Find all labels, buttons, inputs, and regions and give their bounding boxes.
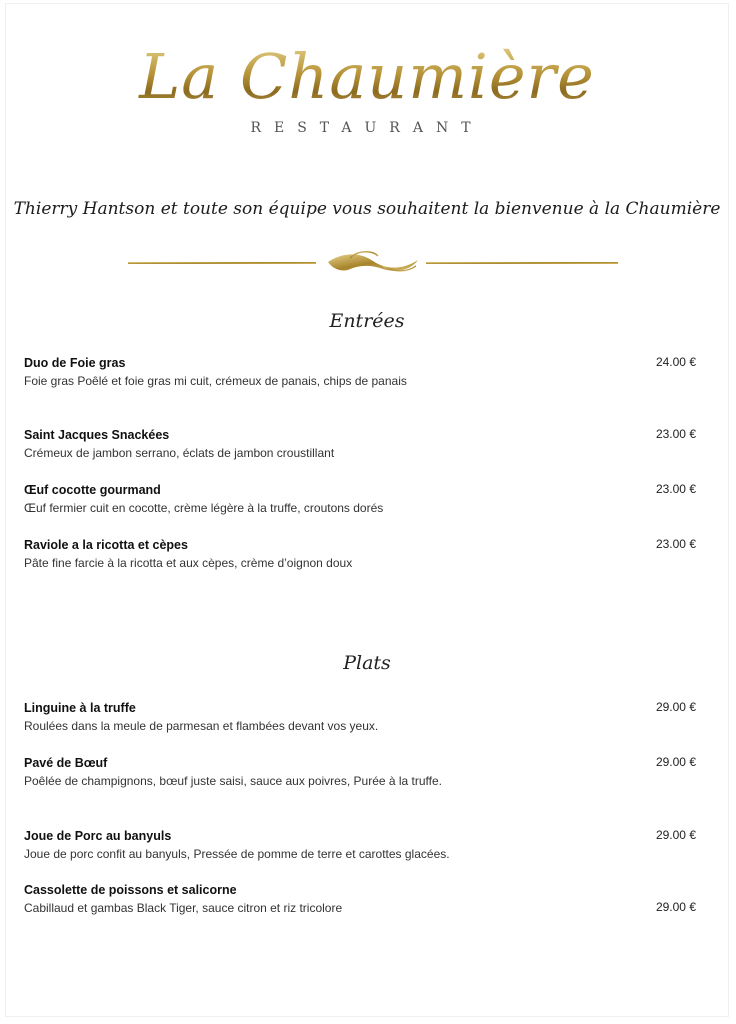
menu-item (24, 536, 696, 572)
item-price: 23.00 € (655, 482, 696, 496)
item-description: Pâte fine farcie à la ricotta et aux cèpes, crème d’oignon doux (24, 556, 353, 570)
menu-page (6, 4, 728, 1016)
item-price: 23.00 € (655, 427, 696, 441)
item-description: Poêlée de champignons, bœuf juste saisi, sauce aux poivres, Purée à la truffe. (24, 774, 443, 788)
item-price: 29.00 € (655, 700, 696, 714)
item-price: 29.00 € (655, 900, 696, 914)
item-description: Joue de porc confit au banyuls, Pressée de pomme de terre et carottes glacées. (24, 847, 450, 861)
item-name: Joue de Porc au banyuls (24, 829, 172, 843)
item-name: Linguine à la truffe (24, 701, 136, 715)
item-name: Pavé de Bœuf (24, 756, 108, 770)
item-name: Raviole a la ricotta et cèpes (24, 538, 188, 552)
menu-item (24, 754, 696, 790)
item-name: Cassolette de poissons et salicorne (24, 883, 237, 897)
menu-item (24, 881, 696, 917)
item-price: 24.00 € (655, 355, 696, 369)
item-price: 23.00 € (655, 537, 696, 551)
section-title-entrees: Entrées (329, 310, 405, 332)
menu-item (24, 481, 696, 517)
item-description: Foie gras Poêlé et foie gras mi cuit, crémeux de panais, chips de panais (24, 374, 407, 388)
welcome-message: Thierry Hantson et toute son équipe vous souhaitent la bienvenue à la Chaumière (13, 199, 721, 219)
item-description: Crémeux de jambon serrano, éclats de jambon croustillant (24, 446, 335, 460)
item-description: Roulées dans la meule de parmesan et flambées devant vos yeux. (24, 719, 379, 733)
section-title-plats: Plats (343, 652, 391, 674)
menu-item (24, 426, 696, 462)
item-description: Cabillaud et gambas Black Tiger, sauce citron et riz tricolore (24, 901, 343, 915)
item-price: 29.00 € (655, 755, 696, 769)
item-price: 29.00 € (655, 828, 696, 842)
item-name: Saint Jacques Snackées (24, 428, 170, 442)
menu-item (24, 827, 696, 863)
ornament-divider-icon (128, 248, 618, 276)
item-description: Œuf fermier cuit en cocotte, crème légère à la truffe, croutons dorés (24, 501, 384, 515)
menu-item (24, 699, 696, 735)
item-name: Duo de Foie gras (24, 356, 126, 370)
restaurant-logo: La Chaumière (6, 40, 728, 114)
logo-subtitle: RESTAURANT (250, 120, 484, 136)
menu-item (24, 354, 696, 390)
item-name: Œuf cocotte gourmand (24, 483, 161, 497)
